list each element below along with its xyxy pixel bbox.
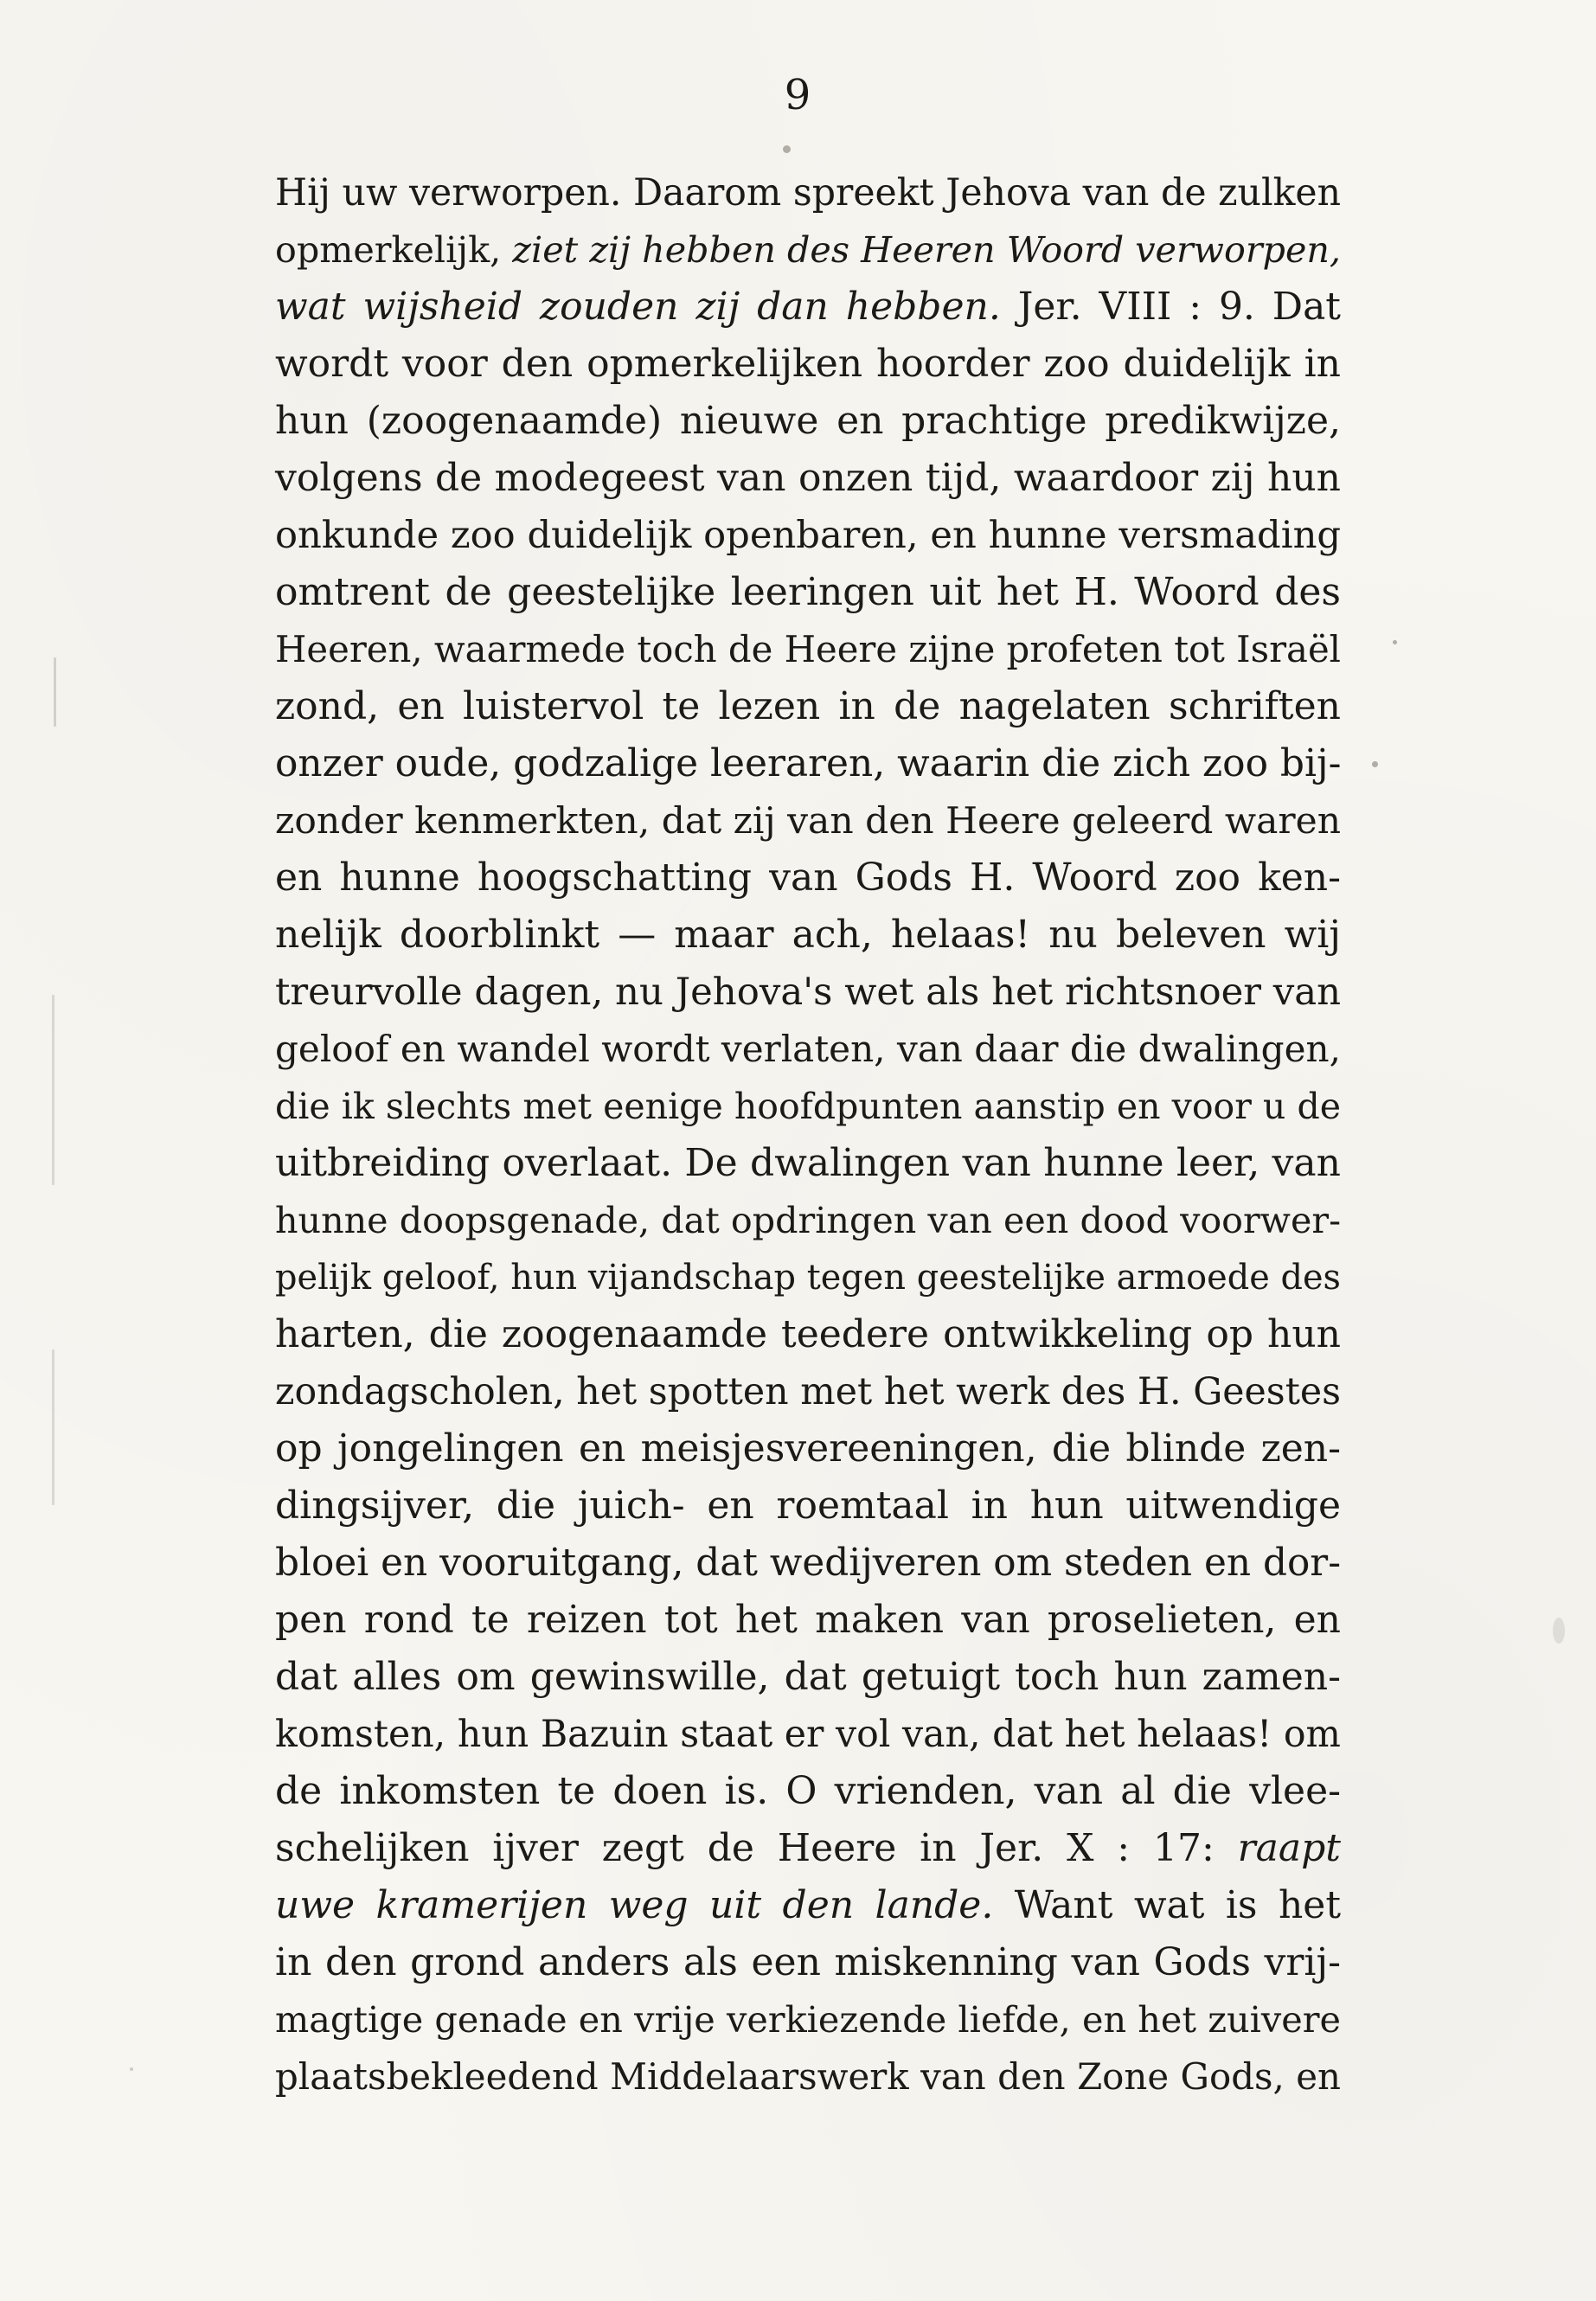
text-segment: pelijk geloof, hun vijandschap tegen geestelijke armoede des	[275, 1258, 1341, 1298]
text-line	[275, 1649, 1341, 1706]
text-segment: Hij uw verworpen. Daarom spreekt Jehova van de zulken	[275, 171, 1341, 215]
text-line	[275, 907, 1341, 964]
text-segment: pen rond te reizen tot het maken van proselieten, en	[275, 1598, 1341, 1642]
text-line	[275, 1706, 1341, 1763]
text-segment: en hunne hoogschatting van Gods H. Woord zoo ken-	[275, 856, 1341, 900]
text-segment: plaatsbekleedend Middelaarswerk van den Zone Gods, en	[275, 2055, 1341, 2098]
text-line	[275, 1934, 1341, 1991]
page-number: 9	[784, 71, 812, 119]
text-line	[275, 1363, 1341, 1420]
text-segment: hun (zoogenaamde) nieuwe en prachtige predikwijze,	[275, 399, 1341, 443]
text-line	[275, 735, 1341, 792]
text-line	[275, 1592, 1341, 1649]
text-line	[275, 1877, 1341, 1934]
italic-quote: wat wijsheid zouden zij dan hebben.	[275, 285, 1001, 329]
text-line	[275, 792, 1341, 849]
text-segment: bloei en vooruitgang, dat wedijveren om steden en dor-	[275, 1541, 1341, 1585]
text-line	[275, 1021, 1341, 1078]
text-line	[275, 849, 1341, 907]
text-segment: schelijken ijver zegt de Heere in Jer. X : 17:	[275, 1826, 1238, 1870]
text-segment: wordt voor den opmerkelijken hoorder zoo duidelijk in	[275, 342, 1341, 386]
text-segment: zond, en luistervol te lezen in de nagelaten schriften	[275, 684, 1341, 728]
text-line	[275, 621, 1341, 678]
italic-quote: raapt	[1237, 1826, 1341, 1870]
text-segment: zondagscholen, het spotten met het werk des H. Geestes	[275, 1370, 1341, 1413]
text-line	[275, 1477, 1341, 1535]
text-line	[275, 1249, 1341, 1306]
text-line	[275, 1535, 1341, 1592]
text-segment: Heeren, waarmede toch de Heere zijne profeten tot Israël	[275, 628, 1341, 670]
text-line	[275, 221, 1341, 279]
text-line	[275, 1763, 1341, 1820]
text-line	[275, 1820, 1341, 1877]
text-segment: onkunde zoo duidelijk openbaren, en hunne versmading	[275, 514, 1342, 557]
text-line	[275, 1991, 1341, 2048]
text-segment: harten, die zoogenaamde teedere ontwikkeling op hun	[275, 1312, 1341, 1356]
text-segment: dingsijver, die juich- en roemtaal in hun uitwendige	[275, 1484, 1341, 1528]
italic-quote: uwe kramerijen weg uit den lande.	[275, 1883, 994, 1927]
text-segment: hunne doopsgenade, dat opdringen van een dood voorwer-	[275, 1200, 1341, 1241]
text-line	[275, 1135, 1341, 1192]
text-line	[275, 450, 1341, 507]
text-segment: zonder kenmerkten, dat zij van den Heere geleerd waren	[275, 799, 1341, 842]
text-segment: onzer oude, godzalige leeraren, waarin die zich zoo bij-	[275, 741, 1342, 785]
text-segment: op jongelingen en meisjesvereeningen, die blinde zen-	[275, 1426, 1341, 1471]
text-line	[275, 1192, 1341, 1249]
text-line	[275, 2048, 1341, 2106]
text-line	[275, 1078, 1341, 1135]
text-segment: komsten, hun Bazuin staat er vol van, dat het helaas! om	[275, 1713, 1341, 1756]
text-line	[275, 164, 1341, 221]
text-line	[275, 1420, 1341, 1477]
text-line	[275, 1306, 1341, 1363]
text-segment: nelijk doorblinkt — maar ach, helaas! nu beleven wij	[275, 913, 1341, 957]
text-segment: magtige genade en vrije verkiezende liefde, en het zuivere	[275, 1999, 1341, 2041]
text-segment: geloof en wandel wordt verlaten, van daar die dwalingen,	[275, 1028, 1341, 1070]
text-line	[275, 964, 1341, 1021]
text-segment: opmerkelijk,	[275, 229, 513, 271]
text-segment: Jer. VIII : 9. Dat	[1000, 285, 1341, 329]
body-text	[275, 164, 1341, 2106]
text-segment: uitbreiding overlaat. De dwalingen van hunne leer, van	[275, 1141, 1341, 1185]
text-line	[275, 393, 1341, 450]
text-segment: dat alles om gewinswille, dat getuigt toch hun zamen-	[275, 1655, 1341, 1699]
text-segment: Want wat is het	[993, 1883, 1341, 1927]
text-segment: in den grond anders als een miskenning van Gods vrij-	[275, 1940, 1341, 1984]
text-segment: omtrent de geestelijke leeringen uit het H. Woord des	[275, 570, 1341, 614]
text-line	[275, 678, 1341, 735]
text-line	[275, 564, 1341, 621]
text-segment: treurvolle dagen, nu Jehova's wet als het richtsnoer van	[275, 971, 1342, 1014]
italic-quote: ziet zij hebben des Heeren Woord verworpen,	[512, 229, 1342, 271]
text-line	[275, 336, 1341, 393]
text-segment: volgens de modegeest van onzen tijd, waardoor zij hun	[275, 456, 1341, 500]
text-line	[275, 279, 1341, 336]
text-line	[275, 507, 1341, 564]
text-segment: die ik slechts met eenige hoofdpunten aanstip en voor u de	[275, 1086, 1341, 1127]
text-segment: de inkomsten te doen is. O vrienden, van al die vlee-	[275, 1769, 1341, 1813]
